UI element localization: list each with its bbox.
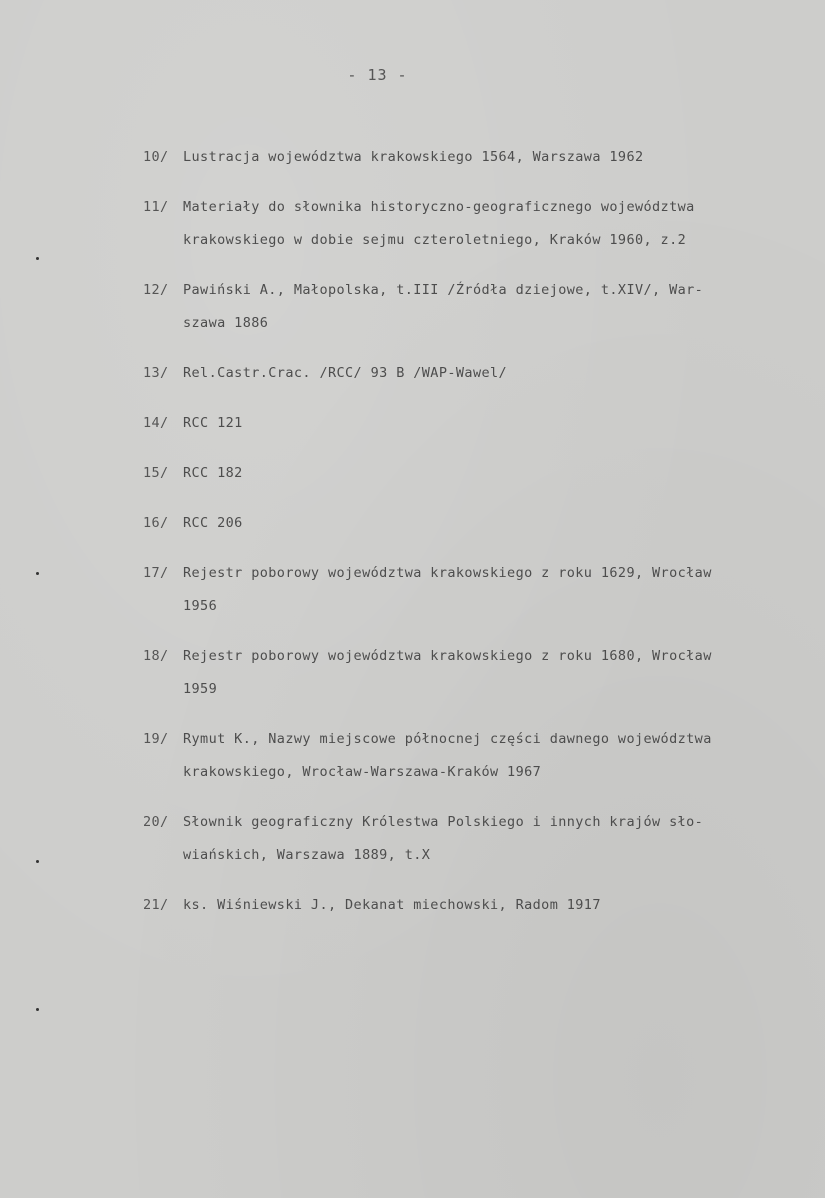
reference-number: 13/ — [143, 365, 169, 381]
reference-text-line: Rejestr poborowy województwa krakowskiego z roku 1629, Wrocław — [183, 565, 712, 581]
reference-number: 11/ — [143, 199, 169, 215]
reference-item — [143, 556, 825, 623]
reference-number: 15/ — [143, 465, 169, 481]
reference-number: 10/ — [143, 149, 169, 165]
reference-item — [143, 456, 825, 490]
reference-number: 19/ — [143, 731, 169, 747]
reference-number: 20/ — [143, 814, 169, 830]
reference-text-line: krakowskiego w dobie sejmu czteroletniego, Kraków 1960, z.2 — [183, 232, 687, 248]
reference-text-line: 1959 — [183, 681, 218, 697]
reference-number: 16/ — [143, 515, 169, 531]
reference-item — [143, 140, 825, 174]
reference-text-line: ks. Wiśniewski J., Dekanat miechowski, Radom 1917 — [183, 897, 601, 913]
reference-text-line: Rel.Castr.Crac. /RCC/ 93 B /WAP-Wawel/ — [183, 365, 508, 381]
reference-item — [143, 356, 825, 390]
reference-text-line: RCC 182 — [183, 465, 243, 481]
reference-text-line: RCC 206 — [183, 515, 243, 531]
reference-text-line: Materiały do słownika historyczno-geograficznego województwa — [183, 199, 695, 215]
reference-number: 17/ — [143, 565, 169, 581]
reference-text-line: RCC 121 — [183, 415, 243, 431]
reference-number: 12/ — [143, 282, 169, 298]
reference-item — [143, 639, 825, 706]
reference-item — [143, 722, 825, 789]
reference-text-line: Rymut K., Nazwy miejscowe północnej części dawnego województwa — [183, 731, 712, 747]
reference-number: 21/ — [143, 897, 169, 913]
reference-text-line: Słownik geograficzny Królestwa Polskiego i innych krajów sło- — [183, 814, 704, 830]
reference-item — [143, 273, 825, 340]
reference-text-line: 1956 — [183, 598, 218, 614]
reference-text-line: krakowskiego, Wrocław-Warszawa-Kraków 1967 — [183, 764, 542, 780]
reference-item — [143, 506, 825, 540]
reference-text-line: Rejestr poborowy województwa krakowskiego z roku 1680, Wrocław — [183, 648, 712, 664]
margin-mark — [36, 572, 39, 575]
page-number: - 13 - — [347, 66, 408, 84]
reference-text-line: szawa 1886 — [183, 315, 269, 331]
reference-text-line: Lustracja województwa krakowskiego 1564, Warszawa 1962 — [183, 149, 644, 165]
margin-mark — [36, 257, 39, 260]
reference-item — [143, 888, 825, 922]
reference-number: 18/ — [143, 648, 169, 664]
reference-item — [143, 406, 825, 440]
reference-number: 14/ — [143, 415, 169, 431]
reference-text-line: wiańskich, Warszawa 1889, t.X — [183, 847, 431, 863]
reference-list — [143, 140, 825, 938]
margin-mark — [36, 860, 39, 863]
margin-mark — [36, 1008, 39, 1011]
reference-text-line: Pawiński A., Małopolska, t.III /Źródła dziejowe, t.XIV/, War- — [183, 282, 704, 298]
reference-item — [143, 190, 825, 257]
reference-item — [143, 805, 825, 872]
